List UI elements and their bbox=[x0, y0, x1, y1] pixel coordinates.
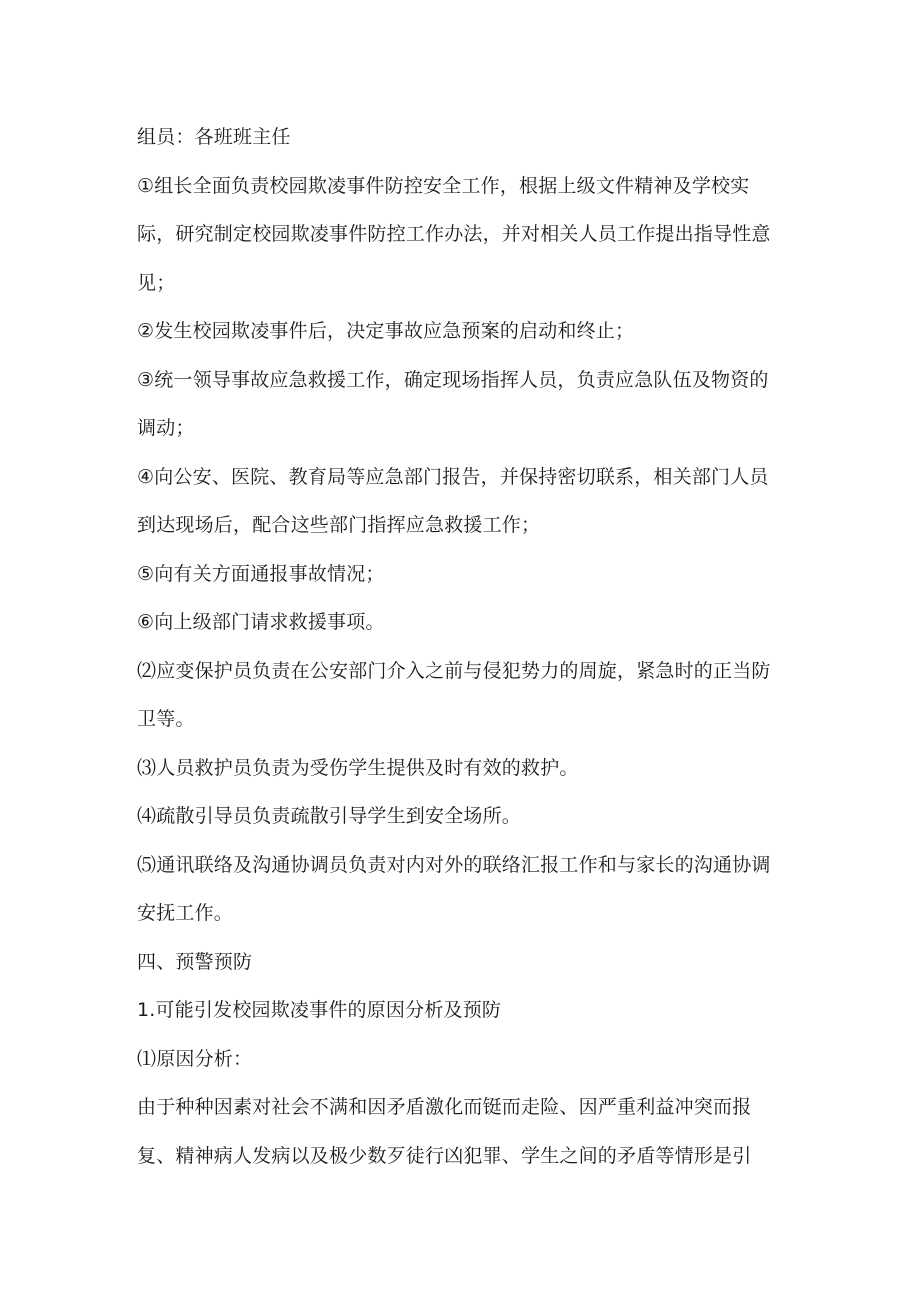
paragraph-analysis: 由于种种因素对社会不满和因矛盾激化而铤而走险、因严重利益冲突而报复、精神病人发病以及极少数歹徒行凶犯罪、学生之间的矛盾等情形是引 bbox=[137, 1096, 752, 1167]
paragraph-role-2: ⑵应变保护员负责在公安部门介入之前与侵犯势力的周旋，紧急时的正当防卫等。 bbox=[137, 659, 771, 730]
document-body bbox=[137, 113, 787, 1180]
paragraph-duty-5: ⑤向有关方面通报事故情况； bbox=[137, 562, 385, 585]
paragraph-members: 组员：各班班主任 bbox=[137, 126, 291, 148]
paragraph-role-3: ⑶人员救护员负责为受伤学生提供及时有效的救护。 bbox=[137, 756, 579, 779]
paragraph-duty-4: ④向公安、医院、教育局等应急部门报告，并保持密切联系，相关部门人员到达现场后，配合这些部门指挥应急救援工作； bbox=[137, 465, 769, 536]
paragraph-duty-6: ⑥向上级部门请求救援事项。 bbox=[137, 611, 385, 633]
paragraph-duty-1: ①组长全面负责校园欺凌事件防控安全工作，根据上级文件精神及学校实际，研究制定校园欺凌事件防控工作办法，并对相关人员工作提出指导性意见； bbox=[137, 174, 771, 294]
paragraph-duty-3: ③统一领导事故应急救援工作，确定现场指挥人员，负责应急队伍及物资的调动； bbox=[137, 368, 769, 439]
item-heading: ⑴原因分析： bbox=[137, 1047, 253, 1070]
subsection-heading: 1.可能引发校园欺凌事件的原因分析及预防 bbox=[137, 999, 502, 1021]
paragraph-role-5: ⑸通讯联络及沟通协调员负责对内对外的联络汇报工作和与家长的沟通协调安抚工作。 bbox=[137, 853, 771, 924]
paragraph-role-4: ⑷疏散引导员负责疏散引导学生到安全场所。 bbox=[137, 805, 522, 827]
section-heading: 四、预警预防 bbox=[137, 950, 253, 973]
paragraph-duty-2: ②发生校园欺凌事件后，决定事故应急预案的启动和终止； bbox=[137, 320, 635, 342]
